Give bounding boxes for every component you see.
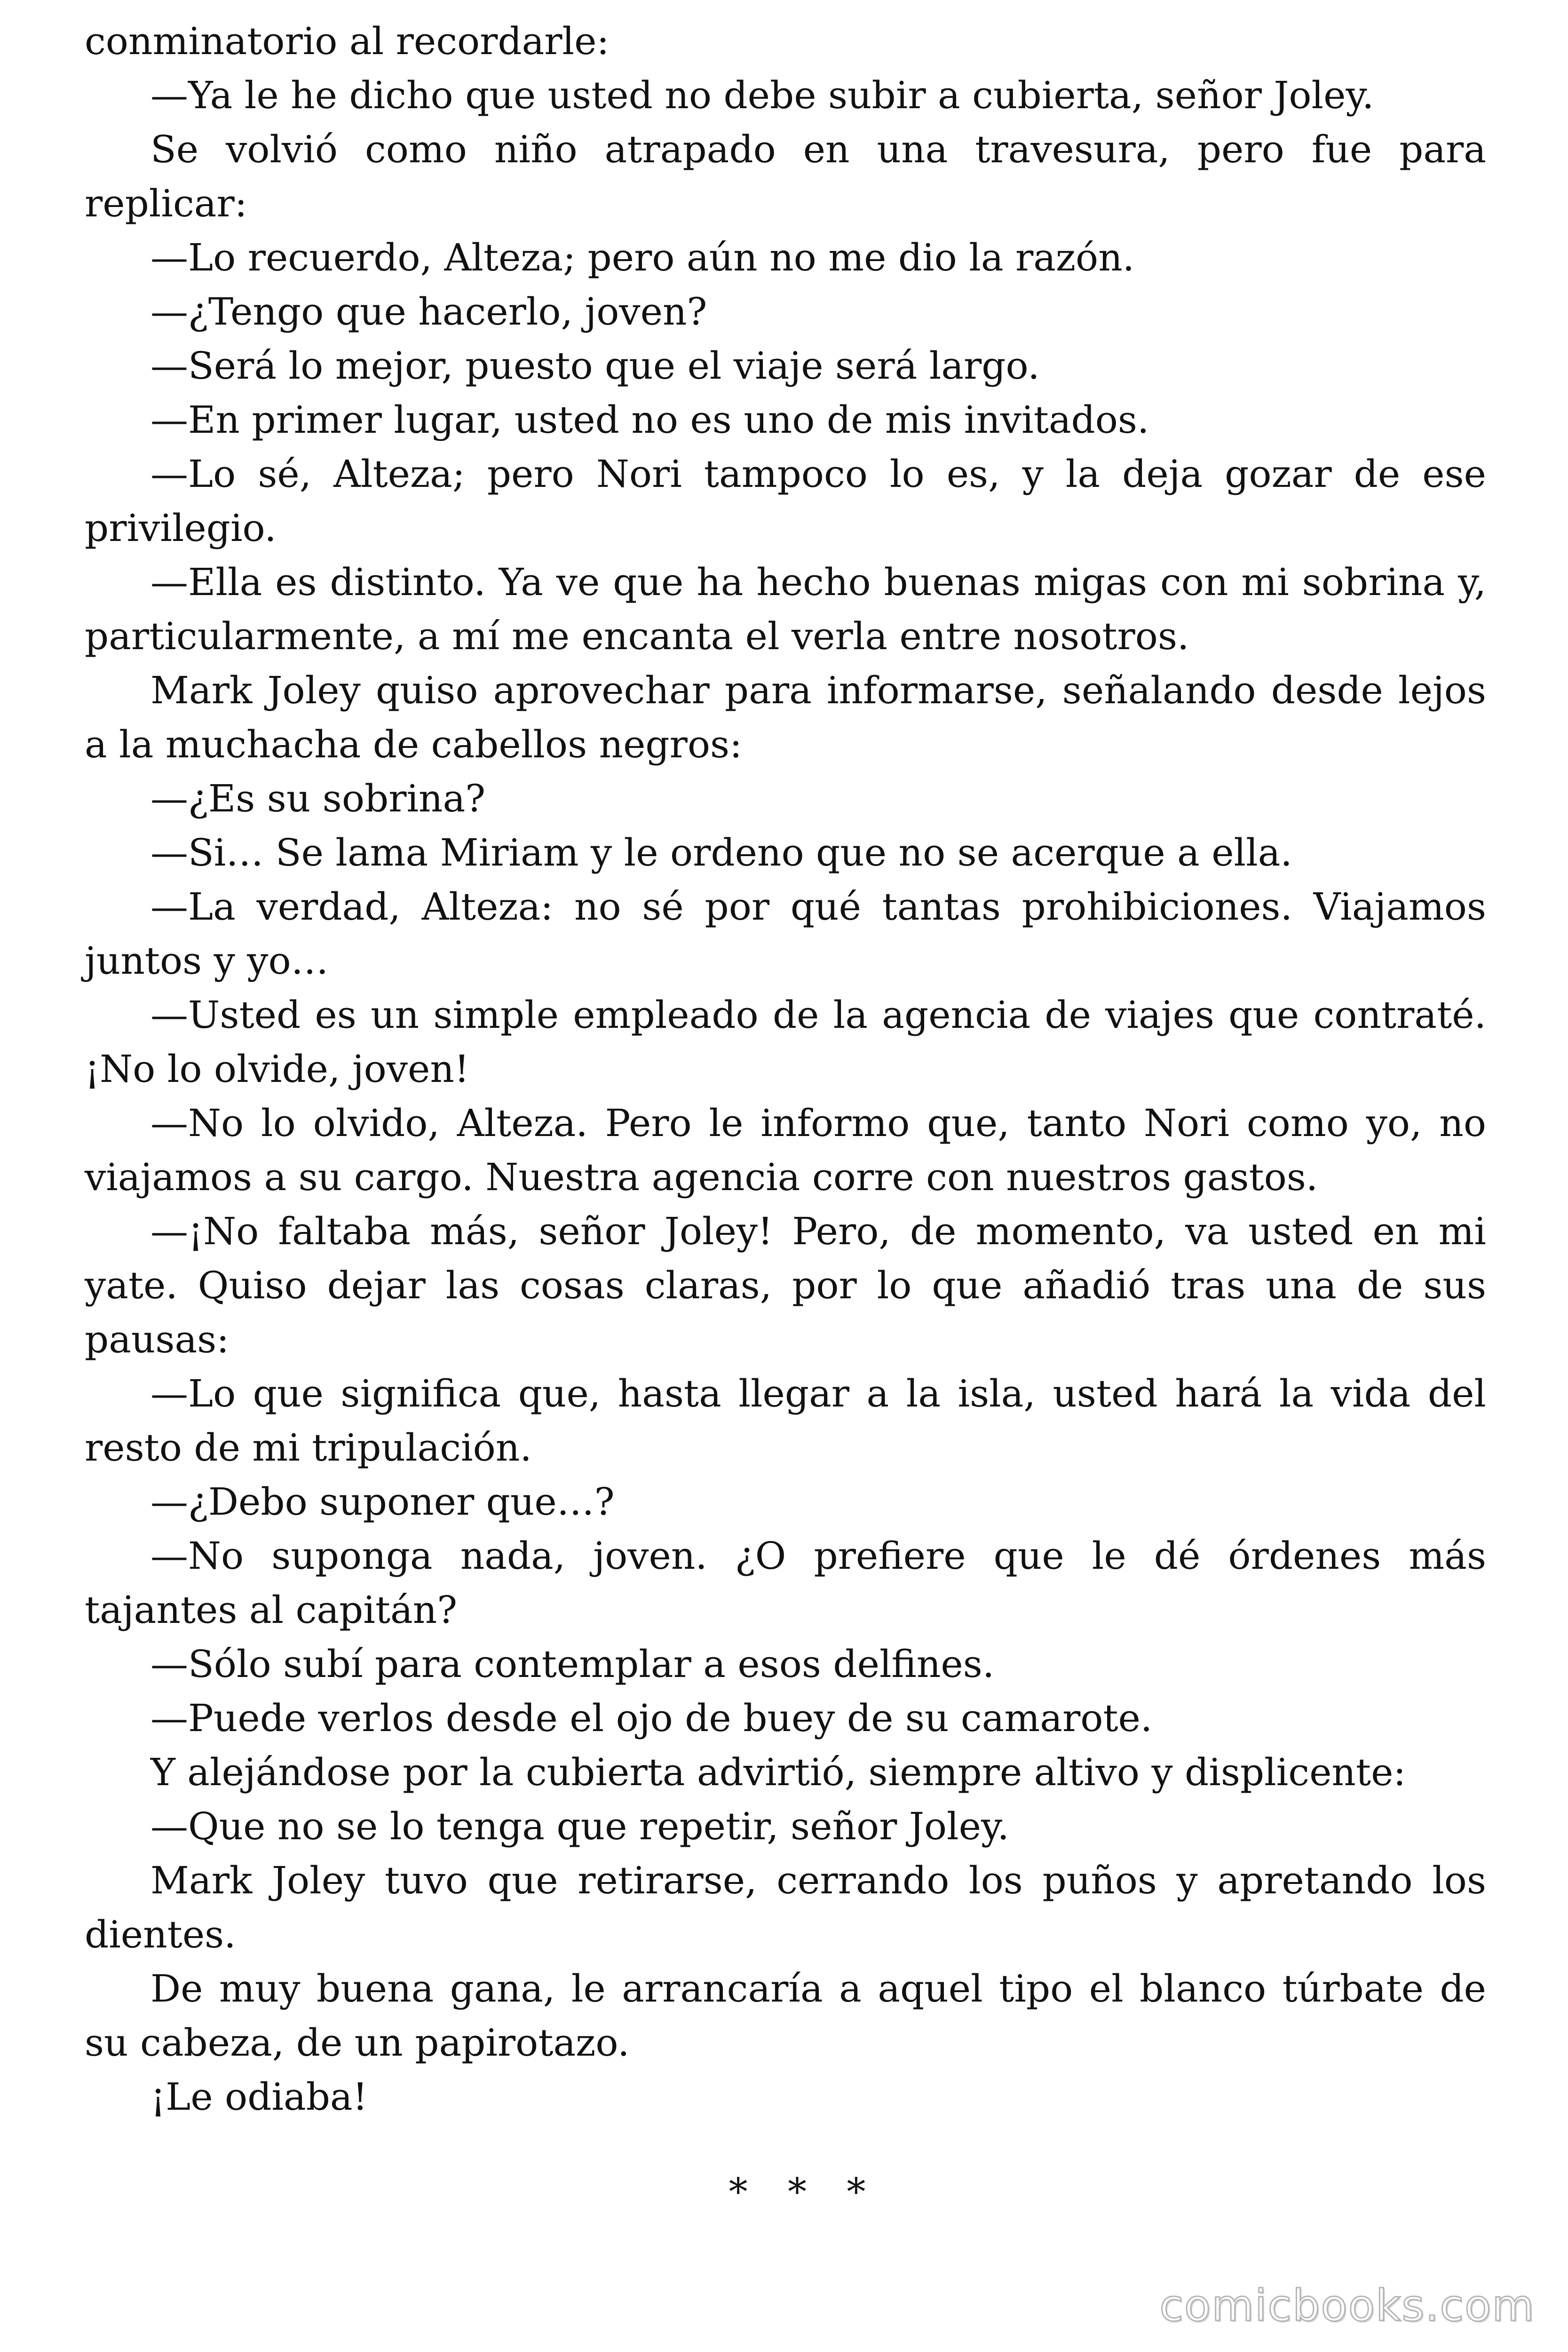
book-page [85,14,1486,2310]
paragraph: —¿Debo suponer que…? [150,1480,615,1524]
paragraph: —¿Tengo que hacerlo, joven? [150,290,707,334]
paragraph: ¡Le odiaba! [150,2075,368,2119]
paragraph: —Será lo mejor, puesto que el viaje será largo. [150,344,1040,388]
paragraph: —Usted es un simple empleado de la agencia de viajes que contraté. ¡No lo olvide, joven! [85,993,1486,1091]
paragraph: —Puede verlos desde el ojo de buey de su camarote. [150,1696,1153,1740]
paragraph: —No suponga nada, joven. ¿O prefiere que le dé órdenes más tajantes al capitán? [85,1534,1486,1632]
paragraph: —¿Es su sobrina? [150,777,486,820]
paragraph: —Lo recuerdo, Alteza; pero aún no me dio la razón. [150,236,1135,279]
paragraph: —Lo sé, Alteza; pero Nori tampoco lo es, y la deja gozar de ese privilegio. [85,452,1486,550]
paragraph: —Si… Se lama Miriam y le ordeno que no se acerque a ella. [150,831,1292,874]
paragraph: —La verdad, Alteza: no sé por qué tantas prohibiciones. Viajamos juntos y yo… [85,885,1486,983]
paragraph: —No lo olvido, Alteza. Pero le informo que, tanto Nori como yo, no viajamos a su cargo. Nuestra agencia corre con nuestros gastos. [85,1101,1486,1199]
paragraph: Mark Joley quiso aprovechar para informarse, señalando desde lejos a la muchacha de cabellos negros: [85,668,1486,766]
paragraph: conminatorio al recordarle: [85,19,610,63]
paragraph: —Lo que significa que, hasta llegar a la isla, usted hará la vida del resto de mi tripulación. [85,1372,1486,1470]
paragraph: Y alejándose por la cubierta advirtió, siempre altivo y displicente: [150,1750,1406,1794]
section-separator: * * * [729,2170,880,2214]
paragraph: —Ella es distinto. Ya ve que ha hecho buenas migas con mi sobrina y, particularmente, a mí me encanta el verla entre nosotros. [85,560,1486,658]
paragraph: —Que no se lo tenga que repetir, señor Joley. [150,1804,1009,1848]
paragraph: De muy buena gana, le arrancaría a aquel tipo el blanco túrbate de su cabeza, de un papirotazo. [85,1967,1486,2065]
paragraph: Se volvió como niño atrapado en una travesura, pero fue para replicar: [85,127,1486,225]
paragraph: —¡No faltaba más, señor Joley! Pero, de momento, va usted en mi yate. Quiso dejar las cosas claras, por lo que añadió tras una de sus pausas: [85,1209,1486,1361]
paragraph: —Ya le he dicho que usted no debe subir a cubierta, señor Joley. [150,73,1374,117]
watermark: comicbooks.com [1159,2280,1535,2331]
paragraph: Mark Joley tuvo que retirarse, cerrando los puños y apretando los dientes. [85,1859,1486,1956]
paragraph: —Sólo subí para contemplar a esos delfines. [150,1642,995,1686]
paragraph: —En primer lugar, usted no es uno de mis invitados. [150,398,1149,442]
